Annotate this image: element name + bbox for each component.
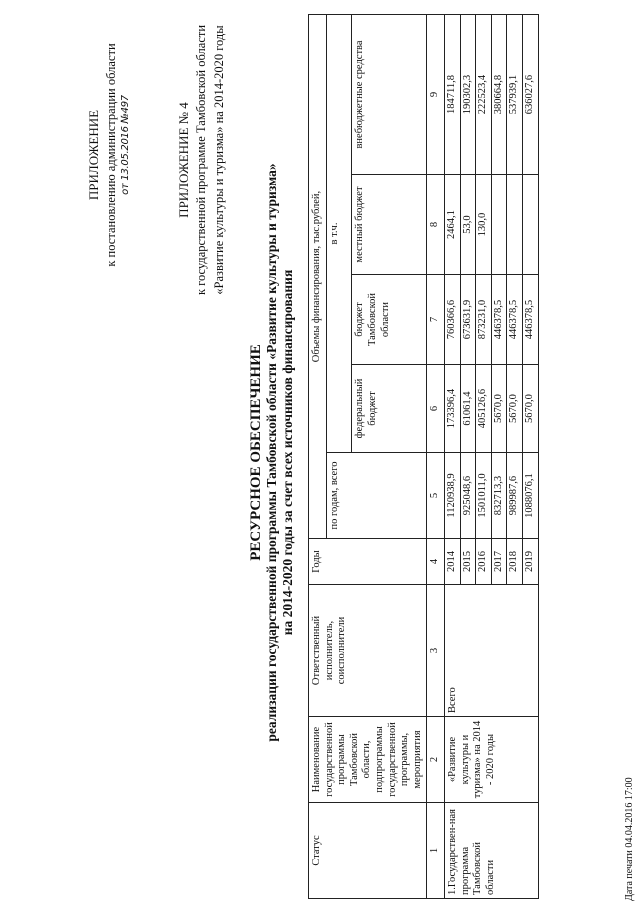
extrabudget-cell: 537939,1 — [507, 15, 523, 175]
federal-cell: 405126,6 — [476, 365, 492, 453]
col-number: 2 — [427, 717, 445, 803]
header-years: Годы — [309, 539, 427, 585]
header-local: местный бюджет — [352, 175, 427, 275]
executor-cell: Всего — [444, 585, 538, 717]
regional-cell: 673631,9 — [460, 275, 476, 365]
appendix-title: ПРИЛОЖЕНИЕ № 4 — [176, 102, 191, 218]
regional-cell: 446378,5 — [522, 275, 538, 365]
header-executor: Ответственный исполнитель, соисполнители — [309, 585, 427, 717]
appendix-line-2: «Развитие культуры и туризма» на 2014-2020 годы — [212, 25, 226, 295]
col-number: 3 — [427, 585, 445, 717]
heading-title: РЕСУРСНОЕ ОБЕСПЕЧЕНИЕ — [248, 344, 264, 561]
extrabudget-cell: 184711,8 — [444, 15, 460, 175]
total-cell: 1120938,9 — [444, 453, 460, 539]
extrabudget-cell: 190302,3 — [460, 15, 476, 175]
local-cell — [522, 175, 538, 275]
status-cell: 1.Государствен-ная программа Тамбовской области — [444, 803, 538, 899]
federal-cell: 5670,0 — [491, 365, 507, 453]
local-cell: 2464,1 — [444, 175, 460, 275]
extrabudget-cell: 380664,8 — [491, 15, 507, 175]
regional-cell: 446378,5 — [507, 275, 523, 365]
year-cell: 2014 — [444, 539, 460, 585]
header-row — [309, 15, 327, 899]
total-cell: 1501011,0 — [476, 453, 492, 539]
decree-handwritten-number: от 13.05.2016 №497 — [120, 95, 131, 195]
total-cell: 1088076,1 — [522, 453, 538, 539]
extrabudget-cell: 222523,4 — [476, 15, 492, 175]
header-name: Наименование государственной программы Тамбовской области, подпрограммы государственной программы, мероприятия — [309, 717, 427, 803]
regional-cell: 446378,5 — [491, 275, 507, 365]
decree-title: ПРИЛОЖЕНИЕ — [86, 109, 101, 201]
header-regional: бюджет Тамбовской области — [352, 275, 427, 365]
header-status: Статус — [309, 803, 427, 899]
col-number: 4 — [427, 539, 445, 585]
col-number: 7 — [427, 275, 445, 365]
year-cell: 2018 — [507, 539, 523, 585]
decree-line: к постановлению администрации области — [104, 43, 118, 267]
year-cell: 2017 — [491, 539, 507, 585]
federal-cell: 61061,4 — [460, 365, 476, 453]
year-cell: 2019 — [522, 539, 538, 585]
extrabudget-cell: 636027,6 — [522, 15, 538, 175]
table-row — [444, 15, 460, 899]
federal-cell: 5670,0 — [507, 365, 523, 453]
col-number: 1 — [427, 803, 445, 899]
year-cell: 2016 — [476, 539, 492, 585]
header-volumes-label: Объемы финансирования, тыс.рублей, — [311, 190, 322, 363]
header-extrabudget: внебюджетные средства — [352, 15, 427, 175]
federal-cell: 5670,0 — [522, 365, 538, 453]
local-cell: 53,0 — [460, 175, 476, 275]
regional-cell: 760366,6 — [444, 275, 460, 365]
col-number: 6 — [427, 365, 445, 453]
header-including: в т.ч. — [326, 15, 352, 453]
total-cell: 925048,6 — [460, 453, 476, 539]
header-volumes — [309, 15, 327, 539]
col-number: 5 — [427, 453, 445, 539]
year-cell: 2015 — [460, 539, 476, 585]
col-number: 9 — [427, 15, 445, 175]
heading-line-3: на 2014-2020 годы за счет всех источников финансирования — [280, 269, 295, 636]
federal-cell: 173396,4 — [444, 365, 460, 453]
column-number-row — [427, 15, 445, 899]
header-federal: федеральный бюджет — [352, 365, 427, 453]
regional-cell: 873231,0 — [476, 275, 492, 365]
appendix-line-1: к государственной программе Тамбовской области — [194, 24, 208, 296]
resource-table — [308, 14, 539, 899]
local-cell — [507, 175, 523, 275]
total-cell: 832713,3 — [491, 453, 507, 539]
heading-line-2: реализации государственной программы Тамбовской области «Развитие культуры и туризма» — [264, 163, 279, 742]
local-cell — [491, 175, 507, 275]
print-date: Дата печати 04.04.2016 17:00 — [624, 777, 635, 901]
program-name-cell: «Развитие культуры и туризма» на 2014 - 2020 годы — [444, 717, 538, 803]
local-cell: 130,0 — [476, 175, 492, 275]
header-total-by-year: по годам, всего — [326, 453, 427, 539]
total-cell: 989987,6 — [507, 453, 523, 539]
col-number: 8 — [427, 175, 445, 275]
